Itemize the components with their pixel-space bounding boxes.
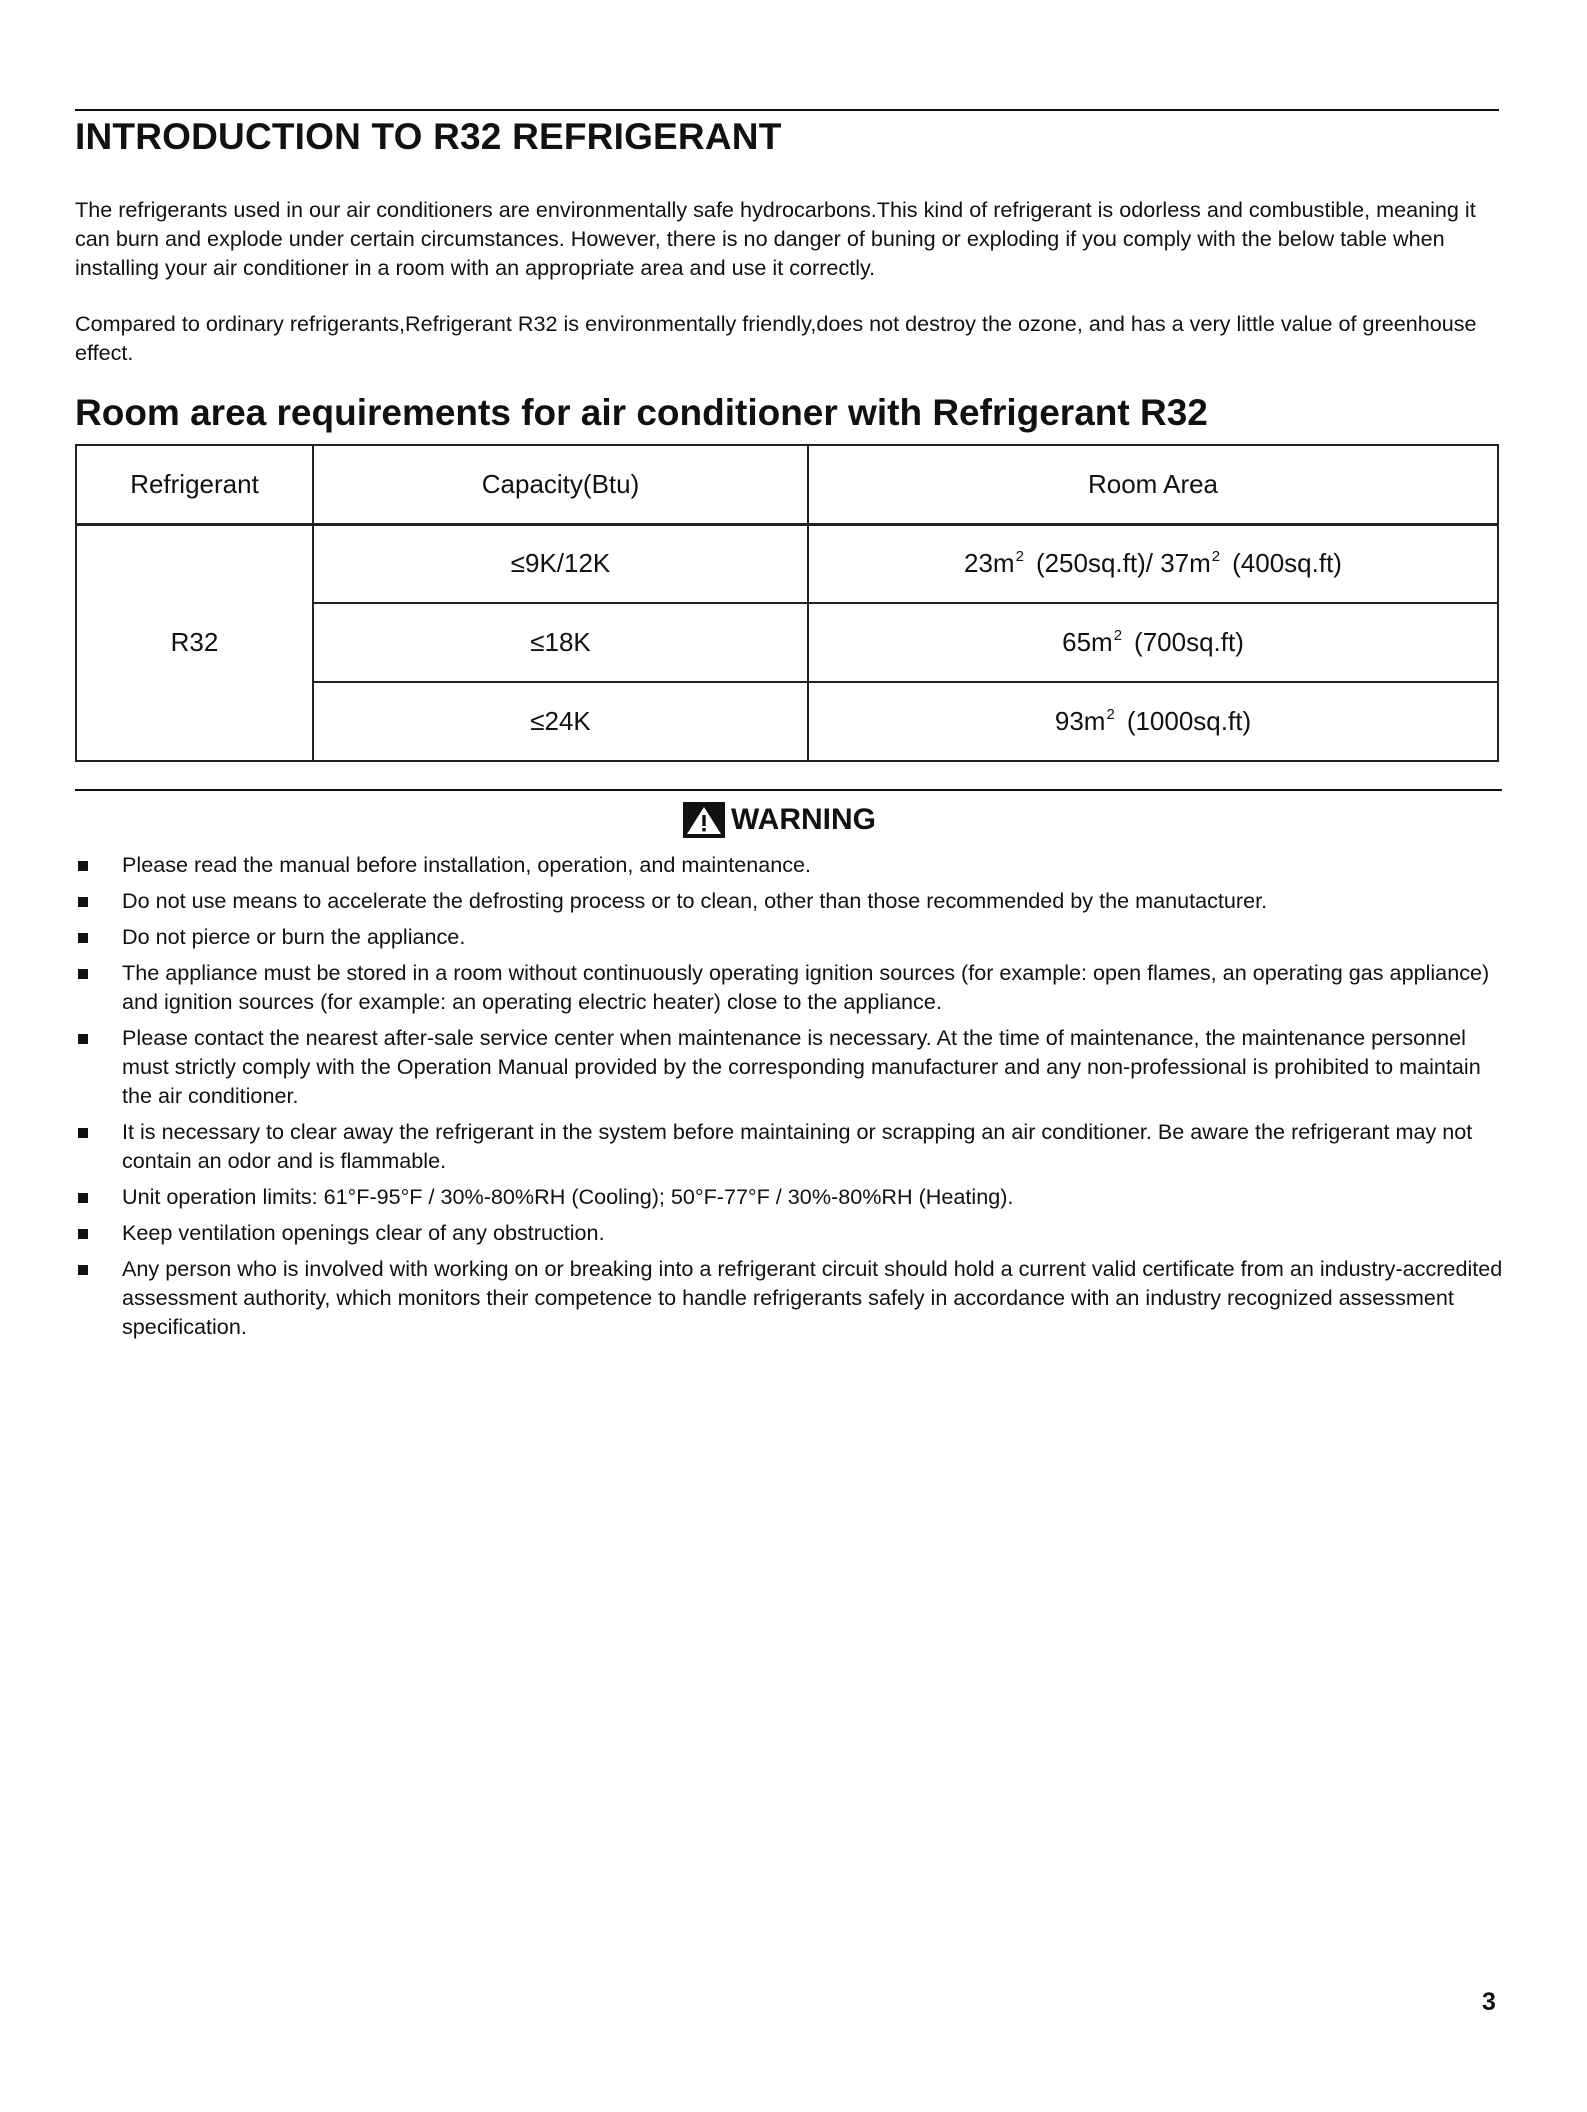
room-area-cell (808, 524, 1498, 603)
intro-paragraph-1: The refrigerants used in our air conditioners are environmentally safe hydrocarbons.This kind of refrigerant is odorless and combustible, meaning it can burn and explode under certain circumstances. However, there is no danger of buning or exploding if you comply with the below table when installing your air conditioner in a room with an appropriate area and use it correctly. (75, 197, 1476, 280)
bullet-icon (78, 1128, 88, 1138)
area-superscript: 2 (1113, 627, 1123, 644)
list-item-text: The appliance must be stored in a room without continuously operating ignition sources (for example: open flames, an operating gas appliance) and ignition sources (for example: an operating electric heater) close to the appliance. (122, 960, 1490, 1014)
area-superscript: 2 (1106, 706, 1115, 723)
list-item-text: Unit operation limits: 61°F-95°F / 30%-80%RH (Cooling); 50°F-77°F / 30%-80%RH (Heating). (122, 1184, 1014, 1209)
bullet-icon (78, 1034, 88, 1044)
list-item-text: Please contact the nearest after-sale service center when maintenance is necessary. At the time of maintenance, the maintenance personnel must strictly comply with the Operation Manual provided by the corresponding manufacturer and any non-professional is prohibited to maintain the air conditioner. (122, 1025, 1481, 1108)
list-item-text: Any person who is involved with working on or breaking into a refrigerant circuit should hold a current valid certificate from an industry-accredited assessment authority, which monitors their competence to handle refrigerants safely in accordance with an industry recognized assessment specification. (122, 1256, 1503, 1339)
list-item (75, 886, 1515, 915)
room-area-cell (808, 682, 1498, 761)
intro-heading: INTRODUCTION TO R32 REFRIGERANT (75, 116, 782, 157)
column-header-capacity: Capacity(Btu) (313, 445, 808, 524)
capacity-cell: ≤24K (313, 682, 808, 761)
list-item (75, 958, 1515, 1016)
area-text: (250sq.ft)/ 37m (1035, 548, 1211, 579)
list-item (75, 922, 1515, 951)
capacity-cell: ≤9K/12K (313, 524, 808, 603)
list-item (75, 1117, 1515, 1175)
list-item-text: Do not pierce or burn the appliance. (122, 924, 466, 949)
list-item (75, 1218, 1515, 1247)
list-item (75, 1023, 1515, 1110)
bullet-icon (78, 1193, 88, 1203)
list-item-text: Do not use means to accelerate the defrosting process or to clean, other than those recommended by the manutacturer. (122, 888, 1268, 913)
list-item (75, 850, 1515, 879)
area-value: 65m (1062, 627, 1113, 657)
table-header-row (76, 445, 1498, 524)
intro-paragraph-2: Compared to ordinary refrigerants,Refrigerant R32 is environmentally friendly,does not destroy the ozone, and has a very little value of greenhouse effect. (75, 311, 1477, 365)
bullet-icon (78, 1229, 88, 1239)
list-item (75, 1254, 1515, 1341)
area-superscript-2: 2 (1211, 548, 1221, 566)
list-item-text: Please read the manual before installation, operation, and maintenance. (122, 852, 812, 877)
bullet-icon (78, 1265, 88, 1275)
room-area-cell (808, 603, 1498, 682)
room-requirements-heading: Room area requirements for air conditioner with Refrigerant R32 (75, 392, 1208, 433)
area-value: 93m (1054, 706, 1106, 736)
table-row (76, 524, 1498, 603)
bullet-icon (78, 861, 88, 871)
capacity-cell: ≤18K (313, 603, 808, 682)
warning-label: WARNING (731, 803, 876, 836)
warning-title (683, 800, 876, 840)
area-superscript: 2 (1015, 548, 1024, 566)
top-rule (75, 109, 1499, 111)
list-item-text: It is necessary to clear away the refrigerant in the system before maintaining or scrapping an air conditioner. Be aware the refrigerant may not contain an odor and is flammable. (122, 1119, 1473, 1173)
refrigerant-cell: R32 (76, 524, 313, 761)
column-header-room-area: Room Area (808, 445, 1498, 524)
column-header-refrigerant: Refrigerant (76, 445, 313, 524)
area-text: (1000sq.ft) (1126, 706, 1252, 736)
bullet-icon (78, 969, 88, 979)
warning-triangle-icon (683, 802, 725, 838)
bullet-icon (78, 897, 88, 907)
warning-rule (75, 789, 1502, 791)
list-item-text: Keep ventilation openings clear of any obstruction. (122, 1220, 605, 1245)
page-number: 3 (1482, 1988, 1496, 2016)
warning-list (75, 850, 1515, 1348)
area-value: 23m (964, 548, 1015, 579)
bullet-icon (78, 933, 88, 943)
area-text-2: (400sq.ft) (1232, 548, 1342, 579)
list-item (75, 1182, 1515, 1211)
room-area-table (75, 444, 1499, 762)
area-text: (700sq.ft) (1134, 627, 1244, 657)
